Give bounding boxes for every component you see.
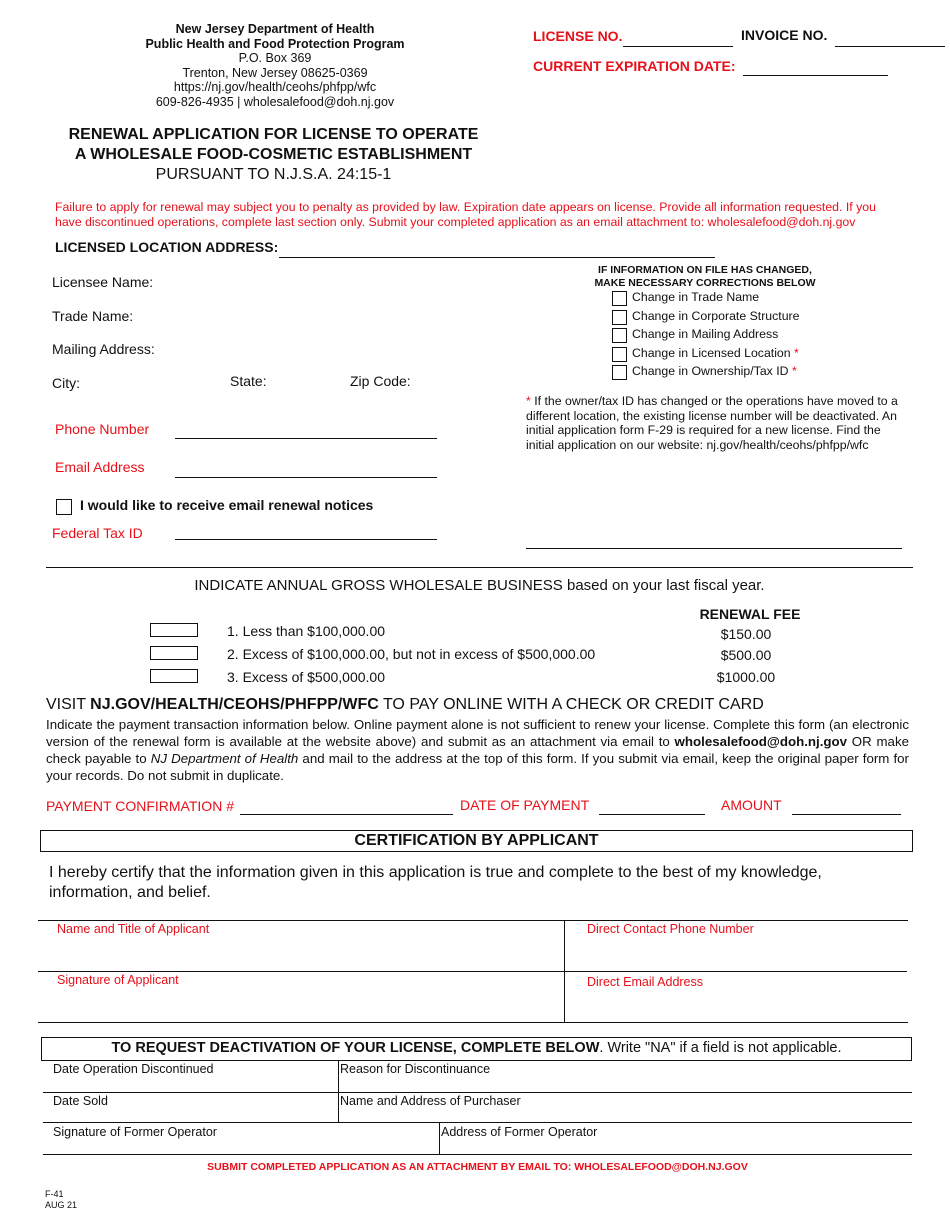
- change-item-label: Change in Licensed Location: [632, 345, 791, 360]
- deactivation-heading-bold: TO REQUEST DEACTIVATION OF YOUR LICENSE, COMPLETE BELOW: [111, 1040, 600, 1056]
- payment-payee: NJ Department of Health: [150, 751, 299, 766]
- reason-label: Reason for Discontinuance: [340, 1062, 491, 1076]
- cert-bottom-rule: [38, 1022, 908, 1023]
- certification-statement: I hereby certify that the information given in this application is true and complete to the best of my knowledge, information, and belief.: [49, 864, 822, 901]
- amount-label: AMOUNT: [721, 797, 782, 813]
- former-address-field[interactable]: [443, 1140, 910, 1153]
- change-trade-name-checkbox[interactable]: [612, 291, 627, 306]
- confirmation-field[interactable]: [240, 814, 453, 815]
- confirmation-label: PAYMENT CONFIRMATION #: [46, 798, 234, 814]
- visit-post: TO PAY ONLINE WITH A CHECK OR CREDIT CARD: [378, 696, 764, 713]
- purchaser-field[interactable]: [342, 1108, 910, 1121]
- changes-heading: [560, 264, 850, 290]
- phone-field[interactable]: [175, 438, 437, 439]
- amount-field[interactable]: [792, 814, 901, 815]
- form-number: F-41: [45, 1189, 64, 1199]
- changes-list: [612, 289, 912, 382]
- tier-3-fee: $1000.00: [716, 669, 776, 685]
- expiration-field[interactable]: [743, 75, 888, 76]
- agency-program: Public Health and Food Protection Program: [145, 36, 405, 51]
- submit-instructions: SUBMIT COMPLETED APPLICATION AS AN ATTACHMENT BY EMAIL TO: WHOLESALEFOOD@DOH.NJ.GOV: [207, 1161, 748, 1173]
- note-text: If the owner/tax ID has changed or the operations have moved to a different location, the existing license number will be deactivated. An initial application form F-29 is required for a new license. Find the initial application on our website: nj.gov/health/ceohs/phfpp/wfc: [526, 394, 898, 452]
- cert-top-rule: [38, 920, 908, 921]
- agency-contact: 609-826-4935 | wholesalefood@doh.nj.gov: [155, 94, 395, 109]
- tier-1-label: 1. Less than $100,000.00: [227, 623, 386, 639]
- tier-1-checkbox[interactable]: [150, 623, 198, 637]
- visit-url[interactable]: NJ.GOV/HEALTH/CEOHS/PHFPP/WFC: [90, 696, 379, 713]
- tier-2-fee: $500.00: [720, 647, 772, 663]
- changes-heading-1: IF INFORMATION ON FILE HAS CHANGED,: [598, 264, 812, 276]
- agency-po-box: P.O. Box 369: [238, 51, 312, 65]
- change-item[interactable]: [612, 345, 912, 364]
- title-line-1: RENEWAL APPLICATION FOR LICENSE TO OPERATE: [68, 126, 479, 143]
- payment-email[interactable]: wholesalefood@doh.nj.gov: [674, 734, 848, 749]
- license-no-label: LICENSE NO.: [533, 28, 623, 44]
- deactivation-heading-rest: . Write "NA" if a field is not applicable.: [599, 1040, 842, 1056]
- change-item[interactable]: [612, 326, 912, 345]
- deact-rule-3: [43, 1154, 912, 1155]
- former-address-label: Address of Former Operator: [441, 1125, 598, 1139]
- change-item-label: Change in Mailing Address: [632, 327, 779, 341]
- payment-date-field[interactable]: [599, 814, 705, 815]
- phone-label: Phone Number: [55, 421, 150, 437]
- former-signature-field[interactable]: [44, 1140, 436, 1153]
- deact-rule-2: [43, 1122, 912, 1123]
- state-label: State:: [230, 373, 267, 389]
- tax-id-label: Federal Tax ID: [52, 525, 143, 541]
- tier-2-checkbox[interactable]: [150, 646, 198, 660]
- date-sold-label: Date Sold: [53, 1094, 108, 1108]
- warning-text: Failure to apply for renewal may subject you to penalty as provided by law. Expiration date appears on license. Provide all information requested. If you have discontinued operations, complete last section only. Submit your completed application as an email attachment to: wholesalefood@doh.nj.gov: [55, 200, 876, 229]
- email-notice-label: I would like to receive email renewal notices: [80, 497, 374, 513]
- section-divider: [46, 567, 913, 568]
- change-item[interactable]: [612, 308, 912, 327]
- visit-heading: [46, 696, 764, 714]
- direct-phone-label: Direct Contact Phone Number: [587, 922, 754, 936]
- change-item-label: Change in Ownership/Tax ID: [632, 364, 789, 378]
- agency-name: New Jersey Department of Health: [175, 22, 375, 36]
- tier-1-fee: $150.00: [720, 626, 772, 642]
- tax-id-field[interactable]: [175, 539, 437, 540]
- deact-divider-2: [439, 1122, 440, 1154]
- note-star: *: [526, 394, 531, 408]
- tier-2-label: 2. Excess of $100,000.00, but not in excess of $500,000.00: [227, 646, 596, 662]
- payment-para-2: OR make check payable to: [46, 734, 909, 766]
- changes-heading-2: MAKE NECESSARY CORRECTIONS BELOW: [594, 277, 816, 289]
- date-sold-field[interactable]: [44, 1108, 334, 1121]
- change-location-checkbox[interactable]: [612, 347, 627, 362]
- title-line-3: PURSUANT TO N.J.S.A. 24:15-1: [155, 166, 392, 183]
- change-mailing-checkbox[interactable]: [612, 328, 627, 343]
- signature-field[interactable]: [40, 990, 560, 1020]
- required-star: *: [794, 345, 799, 360]
- change-item-label: Change in Corporate Structure: [632, 308, 800, 323]
- former-signature-label: Signature of Former Operator: [53, 1125, 217, 1139]
- tier-3-checkbox[interactable]: [150, 669, 198, 683]
- trade-name-label: Trade Name:: [52, 308, 134, 324]
- name-title-field[interactable]: [40, 938, 560, 970]
- change-item-label: Change in Trade Name: [632, 290, 760, 304]
- payment-para-3: and mail to the address at the top of this form. If you submit via email, keep the original paper form for your records. Do not submit in duplicate.: [46, 751, 909, 783]
- cert-mid-rule: [38, 971, 907, 972]
- cert-divider: [564, 920, 565, 1022]
- form-id: [45, 1189, 77, 1211]
- location-address-field[interactable]: [279, 257, 715, 258]
- change-item[interactable]: [612, 289, 912, 308]
- invoice-no-field[interactable]: [835, 46, 945, 47]
- changes-signature-line[interactable]: [526, 548, 902, 549]
- signature-label: Signature of Applicant: [57, 973, 179, 987]
- deact-divider-1: [338, 1061, 339, 1122]
- tier-3-label: 3. Excess of $500,000.00: [227, 669, 385, 685]
- visit-pre: VISIT: [46, 696, 91, 713]
- zip-label: Zip Code:: [350, 373, 411, 389]
- payment-instructions: [46, 716, 909, 784]
- agency-url: https://nj.gov/health/ceohs/phfpp/wfc: [173, 80, 377, 94]
- deactivation-heading: [41, 1037, 912, 1061]
- reason-field[interactable]: [342, 1078, 910, 1091]
- change-item[interactable]: [612, 363, 912, 382]
- mailing-address-label: Mailing Address:: [52, 341, 155, 357]
- business-heading: INDICATE ANNUAL GROSS WHOLESALE BUSINESS based on your last fiscal year.: [194, 577, 765, 594]
- location-address-label: LICENSED LOCATION ADDRESS:: [55, 239, 279, 255]
- payment-date-label: DATE OF PAYMENT: [460, 797, 590, 813]
- licensee-name-label: Licensee Name:: [52, 274, 154, 290]
- payment-para-1: Indicate the payment transaction information below. Online payment alone is not sufficient to renew your license. Complete this form (an electronic version of the renewal form is available at the website above) and submit as an attachment via email to: [46, 717, 909, 749]
- form-title: [40, 125, 507, 185]
- email-field[interactable]: [175, 477, 437, 478]
- agency-header: [130, 22, 420, 109]
- direct-phone-field[interactable]: [570, 938, 906, 970]
- purchaser-label: Name and Address of Purchaser: [340, 1094, 521, 1108]
- email-notice-checkbox[interactable]: [56, 499, 72, 515]
- agency-city: Trenton, New Jersey 08625-0369: [182, 65, 368, 80]
- invoice-no-label: INVOICE NO.: [741, 27, 828, 43]
- direct-email-field[interactable]: [570, 990, 906, 1020]
- certification-heading: CERTIFICATION BY APPLICANT: [40, 830, 913, 852]
- deact-rule-1: [43, 1092, 912, 1093]
- title-line-2: A WHOLESALE FOOD-COSMETIC ESTABLISHMENT: [74, 146, 473, 163]
- city-label: City:: [52, 375, 80, 391]
- date-discontinued-field[interactable]: [44, 1078, 334, 1091]
- change-corporate-checkbox[interactable]: [612, 310, 627, 325]
- changes-note: [526, 394, 906, 452]
- change-ownership-checkbox[interactable]: [612, 365, 627, 380]
- fee-header: RENEWAL FEE: [699, 606, 801, 622]
- name-title-label: Name and Title of Applicant: [57, 922, 210, 936]
- email-label: Email Address: [55, 459, 145, 475]
- direct-email-label: Direct Email Address: [587, 975, 704, 989]
- required-star: *: [791, 364, 797, 378]
- expiration-label: CURRENT EXPIRATION DATE:: [533, 58, 736, 74]
- form-revision: AUG 21: [45, 1200, 78, 1210]
- date-discontinued-label: Date Operation Discontinued: [53, 1062, 214, 1076]
- license-no-field[interactable]: [623, 46, 733, 47]
